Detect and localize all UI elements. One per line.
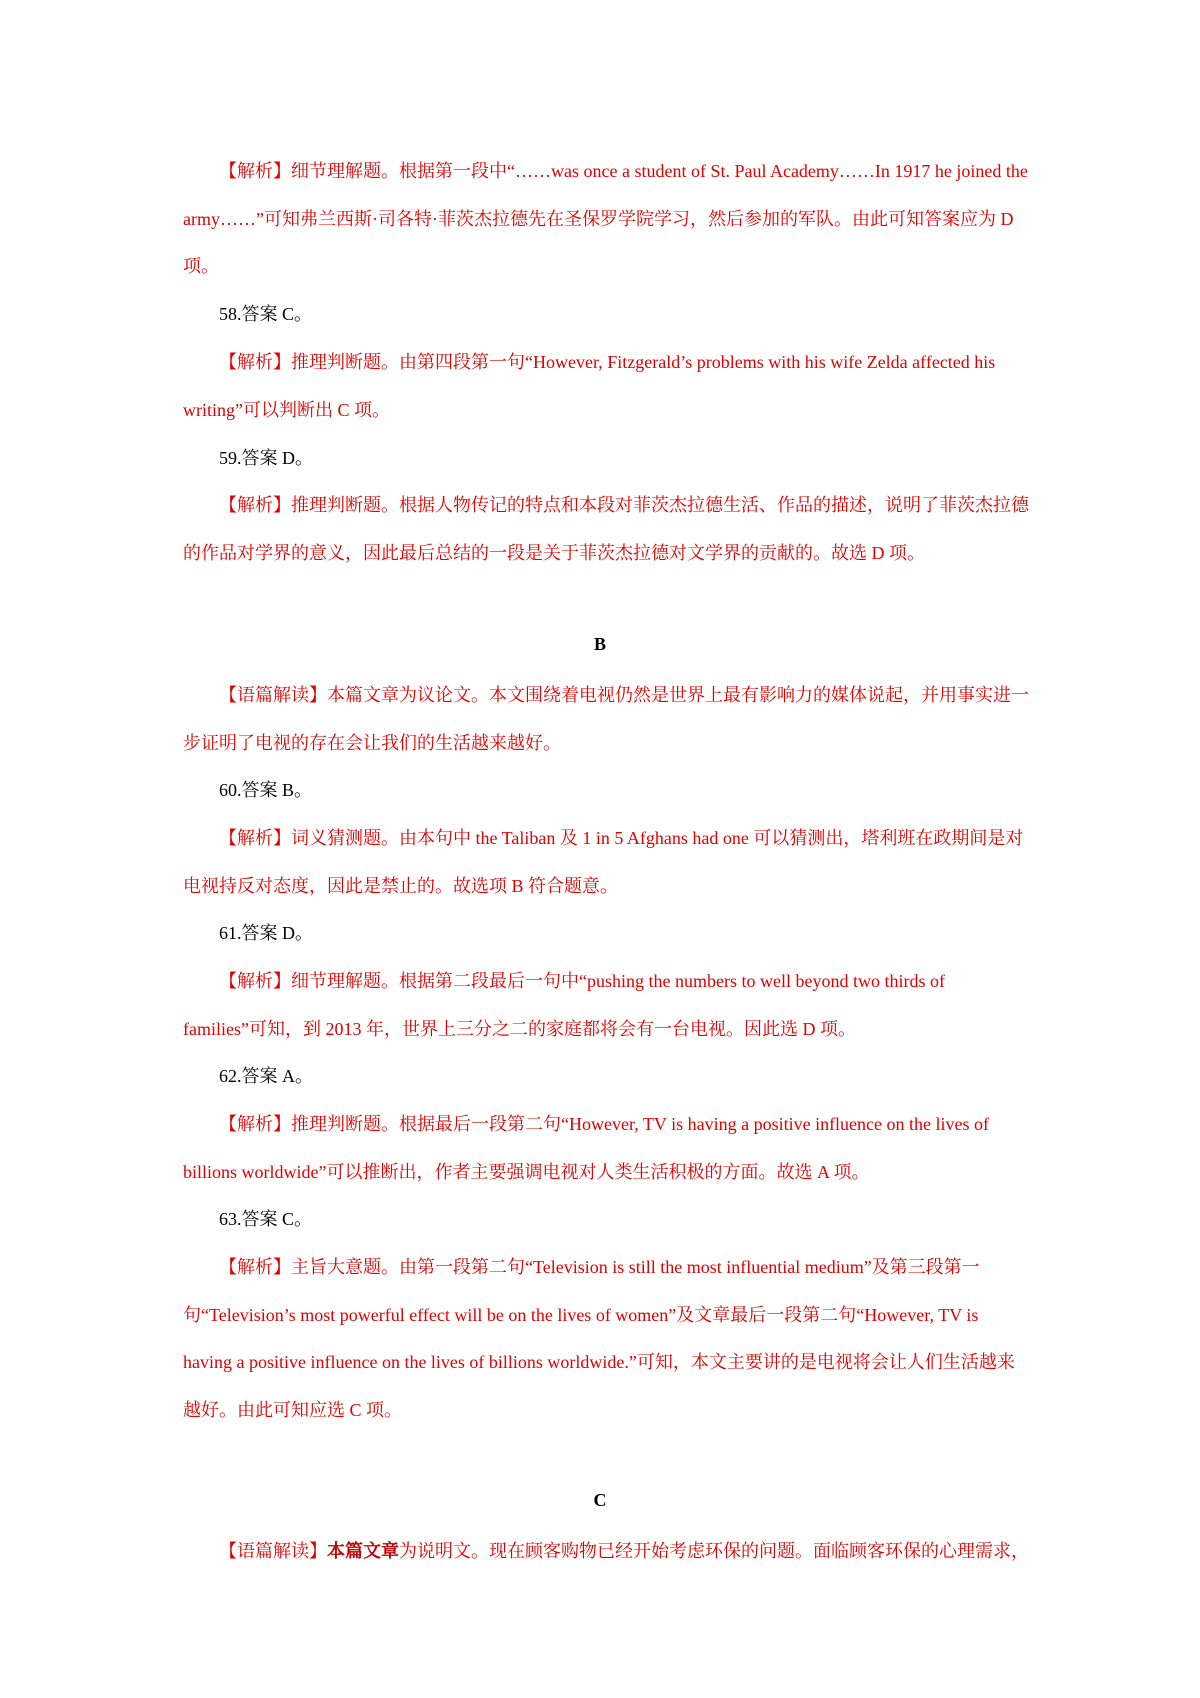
q60-answer: 60.答案 B。 — [219, 780, 313, 800]
analysis-prefix: 【解析】 — [219, 1257, 291, 1277]
q61-answer: 61.答案 D。 — [219, 923, 313, 943]
q60-analysis — [183, 815, 1029, 910]
section-c-reading — [183, 1528, 1029, 1576]
q57-analysis — [183, 148, 1029, 291]
analysis-text: 推理判断题。根据最后一段第二句“However, TV is having a positive influence on the lives of billions worldwide”可以推断出，作者主要强调电视对人类生活积极的方面。故选 A 项。 — [183, 1114, 990, 1182]
q58-analysis — [183, 339, 1029, 434]
analysis-text: 细节理解题。根据第一段中“……was once a student of St. Paul Academy……In 1917 he joined the army……”可知弗兰西斯·司各特·菲茨杰拉德先在圣保罗学院学习，然后参加的军队。由此可知答案应为 D 项。 — [183, 161, 1028, 276]
analysis-text: 主旨大意题。由第一段第二句“Television is still the most influential medium”及第三段第一句“Television’s most powerful effect will be on the lives of women”及文章最后一段第二句“However, TV is having a positive influence on the lives of billions worldwide.”可知，本文主要讲的是电视将会让人们生活越来越好。由此可知应选 C 项。 — [183, 1257, 1015, 1420]
analysis-prefix: 【解析】 — [219, 352, 291, 372]
q59-analysis — [183, 482, 1029, 577]
q62-answer: 62.答案 A。 — [219, 1066, 313, 1086]
analysis-prefix: 【解析】 — [219, 1114, 291, 1134]
section-b-reading — [183, 672, 1029, 767]
section-c-heading: C — [593, 1490, 607, 1510]
analysis-prefix: 【解析】 — [219, 161, 291, 181]
analysis-text: 推理判断题。由第四段第一句“However, Fitzgerald’s problems with his wife Zelda affected his writing”可以判断出 C 项。 — [183, 352, 996, 420]
analysis-prefix: 【解析】 — [219, 495, 291, 515]
section-b-heading: B — [593, 634, 606, 654]
reading-text: 本篇文章为议论文。本文围绕着电视仍然是世界上最有影响力的媒体说起，并用事实进一步证明了电视的存在会让我们的生活越来越好。 — [183, 685, 1029, 753]
analysis-text: 词义猜测题。由本句中 the Taliban 及 1 in 5 Afghans had one 可以猜测出，塔利班在政期间是对电视持反对态度，因此是禁止的。故选项 B 符合题意。 — [183, 828, 1024, 896]
q62-analysis — [183, 1101, 1029, 1196]
reading-prefix: 【语篇解读】 — [219, 1541, 327, 1561]
q63-answer: 63.答案 C。 — [219, 1209, 313, 1229]
q58-answer: 58.答案 C。 — [219, 304, 313, 324]
reading-text: 为说明文。现在顾客购物已经开始考虑环保的问题。面临顾客环保的心理需求， — [399, 1541, 1029, 1561]
reading-bold-part: 本篇文章 — [327, 1541, 399, 1561]
q63-analysis — [183, 1244, 1029, 1434]
q59-answer: 59.答案 D。 — [219, 448, 313, 468]
analysis-prefix: 【解析】 — [219, 828, 291, 848]
q61-analysis — [183, 958, 1029, 1053]
analysis-text: 细节理解题。根据第二段最后一句中“pushing the numbers to well beyond two thirds of families”可知，到 2013 年，世界上三分之二的家庭都将会有一台电视。因此选 D 项。 — [183, 971, 945, 1039]
analysis-text: 推理判断题。根据人物传记的特点和本段对菲茨杰拉德生活、作品的描述，说明了菲茨杰拉德的作品对学界的意义，因此最后总结的一段是关于菲茨杰拉德对文学界的贡献的。故选 D 项。 — [183, 495, 1029, 563]
analysis-prefix: 【解析】 — [219, 971, 291, 991]
reading-prefix: 【语篇解读】 — [219, 685, 327, 705]
